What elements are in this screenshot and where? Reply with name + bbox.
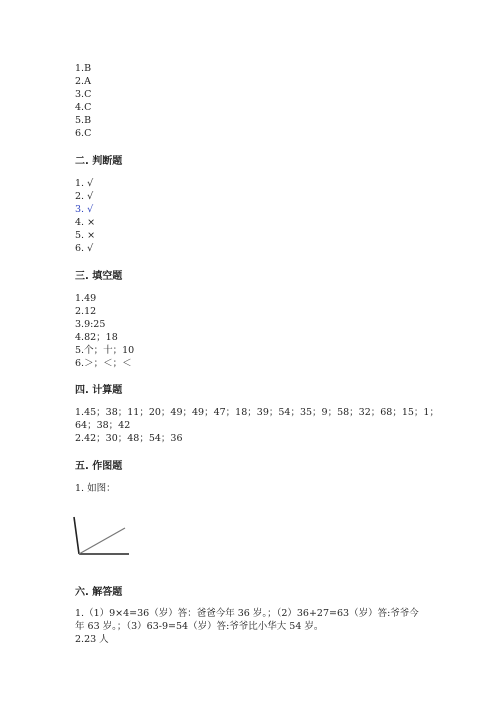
calculation-answer-1-line-1: 1.45；38；11；20；49；49；47；18；39；54；35；9；58；32；68；15；1； — [75, 407, 439, 418]
fill-blank-answer-2: 2.12 — [75, 306, 97, 317]
choice-answer-5: 5.B — [75, 115, 92, 126]
choice-answer-2: 2.A — [75, 76, 91, 87]
drawing-answer-1: 1. 如图： — [75, 483, 116, 494]
angle-ray-left — [74, 517, 79, 554]
fill-blank-answer-1: 1.49 — [75, 293, 97, 304]
solution-answer-2: 2.23 人 — [75, 634, 109, 645]
fill-blank-answer-5: 5.个；十；10 — [75, 345, 135, 356]
angle-figure — [72, 514, 134, 558]
calculation-answer-2: 2.42；30；48；54；36 — [75, 433, 183, 444]
drawing-section-title: 五. 作图题 — [75, 461, 123, 472]
judgment-answer-1: 1. √ — [75, 178, 94, 189]
judgment-answer-5: 5. × — [75, 230, 96, 241]
choice-answer-6: 6.C — [75, 128, 92, 139]
angle-ray-middle — [79, 528, 125, 554]
judgment-answer-2: 2. √ — [75, 191, 94, 202]
fill-blank-answer-6: 6.＞；＜；＜ — [75, 358, 132, 369]
calculation-answer-1-line-2: 64；38；42 — [75, 420, 131, 431]
calculation-section-title: 四. 计算题 — [75, 385, 123, 396]
judgment-section-title: 二. 判断题 — [75, 156, 123, 167]
fill-blank-answer-4: 4.82；18 — [75, 332, 118, 343]
choice-answer-3: 3.C — [75, 89, 92, 100]
fill-blank-answer-3: 3.9:25 — [75, 319, 106, 330]
solution-answer-1-line-1: 1.（1）9×4=36（岁）答：爸爸今年 36 岁。；（2）36+27=63（岁）答:爷爷今 — [75, 608, 419, 619]
solution-answer-1-line-2: 年 63 岁。；（3）63-9=54（岁）答:爷爷比小华大 54 岁。 — [75, 621, 324, 632]
choice-answer-4: 4.C — [75, 102, 92, 113]
judgment-answer-3: 3. √ — [75, 204, 94, 215]
judgment-answer-4: 4. × — [75, 217, 96, 228]
fill-blank-section-title: 三. 填空题 — [75, 271, 123, 282]
solution-section-title: 六. 解答题 — [75, 587, 123, 598]
choice-answer-1: 1.B — [75, 63, 92, 74]
judgment-answer-6: 6. √ — [75, 243, 94, 254]
